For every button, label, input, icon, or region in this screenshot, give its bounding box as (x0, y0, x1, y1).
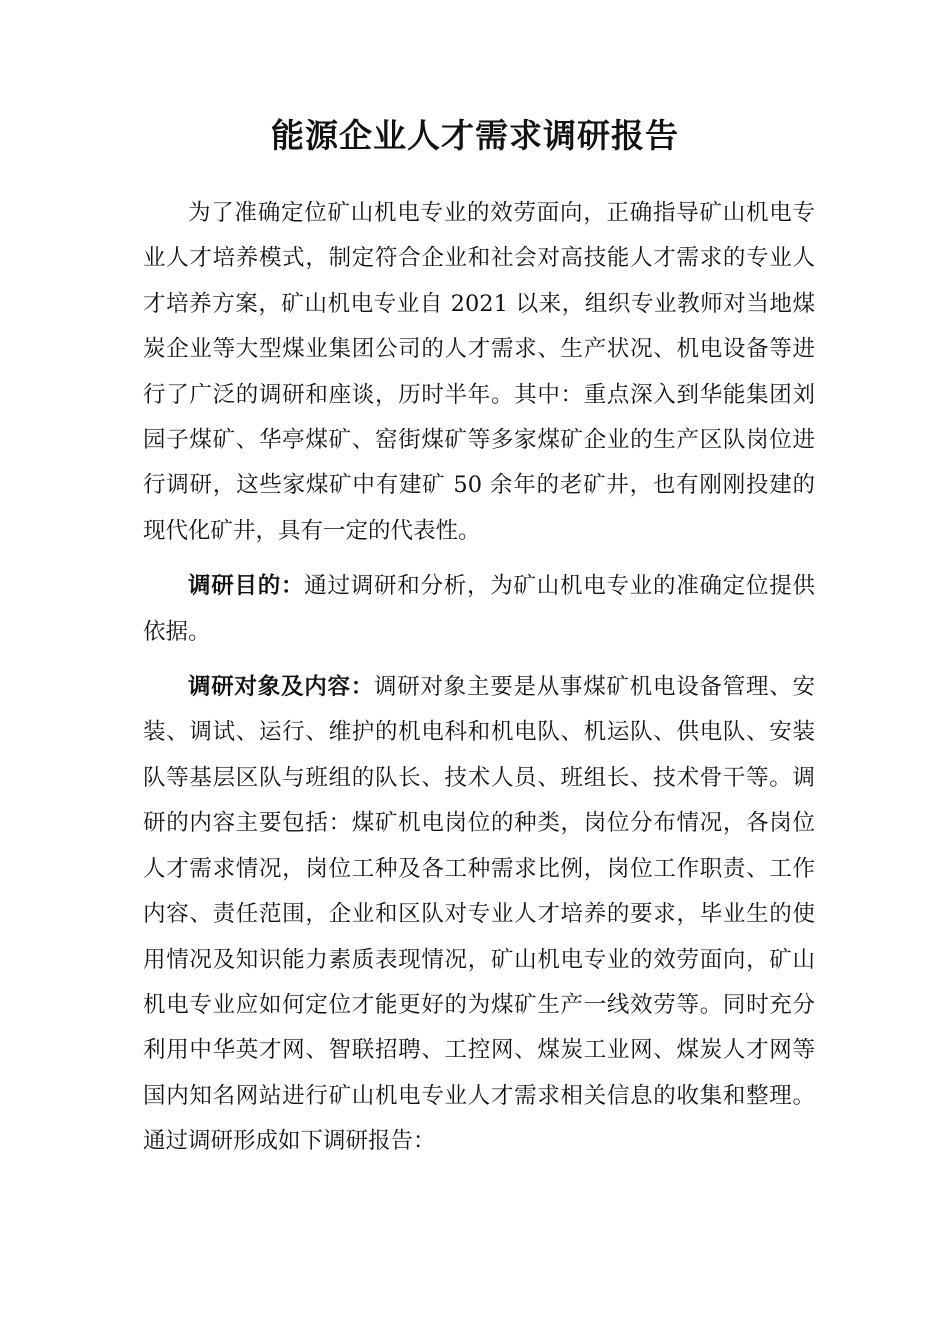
paragraph-purpose-text: 通过调研和分析，为矿山机电专业的准确定位提供依据。 (143, 573, 815, 645)
paragraph-intro-text: 为了准确定位矿山机电专业的效劳面向，正确指导矿山机电专业人才培养模式，制定符合企业和社会对高技能人才需求的专业人才培养方案，矿山机电专业自 2021 以来，组织专业教师对当地煤炭企业等大型煤业集团公司的人才需求、生产状况、机电设备等进行了广泛的调研和座谈，历时半年。其中：重点深入到华能集团刘园子煤矿、华亭煤矿、窑街煤矿等多家煤矿企业的生产区队岗位进行调研，这些家煤矿中有建矿 50 余年的老矿井，也有刚刚投建的现代化矿井，具有一定的代表性。 (143, 200, 815, 544)
paragraph-purpose-lead: 调研目的： (188, 573, 305, 600)
paragraph-purpose (143, 564, 815, 655)
paragraph-scope-text: 调研对象主要是从事煤矿机电设备管理、安装、调试、运行、维护的机电科和机电队、机运队、供电队、安装队等基层区队与班组的队长、技术人员、班组长、技术骨干等。调研的内容主要包括：煤矿机电岗位的种类，岗位分布情况，各岗位人才需求情况，岗位工种及各工种需求比例，岗位工作职责、工作内容、责任范围，企业和区队对专业人才培养的要求，毕业生的使用情况及知识能力素质表现情况，矿山机电专业的效劳面向，矿山机电专业应如何定位才能更好的为煤矿生产一线效劳等。同时充分利用中华英才网、智联招聘、工控网、煤炭工业网、煤炭人才网等国内知名网站进行矿山机电专业人才需求相关信息的收集和整理。通过调研形成如下调研报告： (143, 674, 815, 1155)
paragraph-scope-lead: 调研对象及内容： (188, 674, 374, 701)
document-body (143, 191, 815, 1175)
document-title: 能源企业人才需求调研报告 (271, 116, 679, 155)
paragraph-scope (143, 665, 815, 1164)
paragraph-intro (143, 191, 815, 554)
